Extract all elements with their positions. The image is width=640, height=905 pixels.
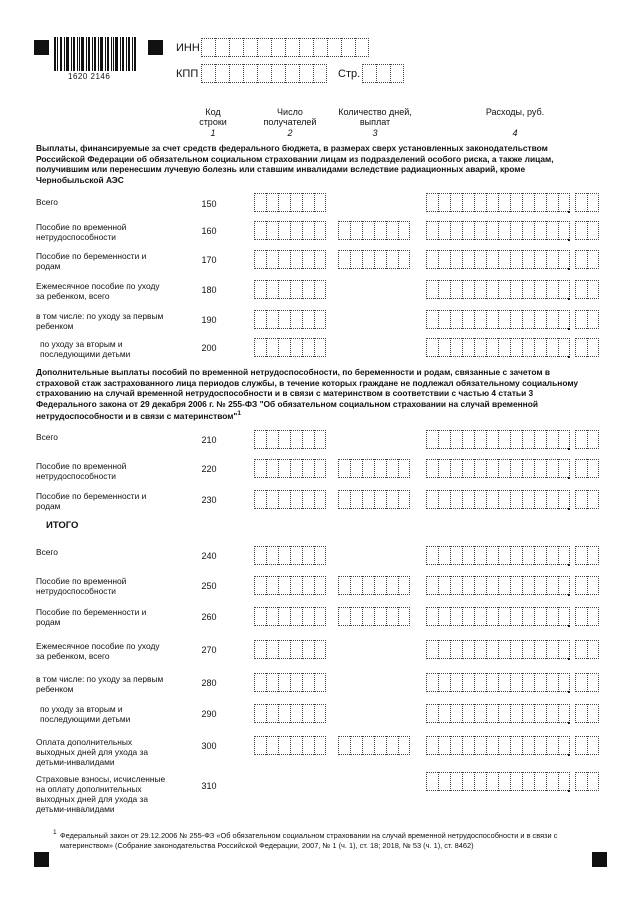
kopecks-field[interactable] (575, 310, 599, 329)
barcode-number: 1620 2146 (68, 72, 111, 81)
footnote-text: Федеральный закон от 29.12.2006 № 255-ФЗ «Об обязательном социальном страховании на случай временной нетрудоспособности и в связи с материнством» (Собрание законодательства Российской Федерации, 2007, № 1 (ч. 1), ст. 18; 2018, № 53 (ч. 1), ст. 8462) (60, 831, 558, 850)
section-federal-budget-title: Выплаты, финансируемые за счет средств федерального бюджета, в размерах сверх установленных законодательством Российской Федерации об обязательном социальном страховании лицам из подразделений особого риска, а также лицам, получившим или перенесшим лучевую болезнь или ставшим инвалидами вследствие радиационных аварий, кроме Чернобыльской АЭС (36, 143, 554, 185)
kopecks-field[interactable] (575, 736, 599, 755)
days-field[interactable] (338, 250, 410, 269)
row-code: 270 (201, 645, 217, 655)
recipients-field[interactable] (254, 736, 326, 755)
expenses-field[interactable] (426, 607, 570, 626)
expenses-field[interactable] (426, 430, 570, 449)
row-code: 250 (201, 581, 217, 591)
row-code: 210 (201, 435, 217, 445)
recipients-field[interactable] (254, 640, 326, 659)
corner-marker-bottom-right (592, 852, 607, 867)
days-field[interactable] (338, 459, 410, 478)
recipients-field[interactable] (254, 607, 326, 626)
days-field[interactable] (338, 490, 410, 509)
expenses-field[interactable] (426, 736, 570, 755)
page-number-field[interactable] (362, 64, 404, 83)
expenses-field[interactable] (426, 673, 570, 692)
kopecks-field[interactable] (575, 193, 599, 212)
row-code: 240 (201, 551, 217, 561)
recipients-field[interactable] (254, 546, 326, 565)
recipients-field[interactable] (254, 490, 326, 509)
recipients-field[interactable] (254, 430, 326, 449)
expenses-field[interactable] (426, 193, 570, 212)
kopecks-field[interactable] (575, 546, 599, 565)
expenses-field[interactable] (426, 576, 570, 595)
recipients-field[interactable] (254, 310, 326, 329)
expenses-field[interactable] (426, 338, 570, 357)
kopecks-field[interactable] (575, 704, 599, 723)
expenses-field[interactable] (426, 280, 570, 299)
kopecks-field[interactable] (575, 607, 599, 626)
row-code: 300 (201, 741, 217, 751)
recipients-field[interactable] (254, 280, 326, 299)
row-code: 220 (201, 464, 217, 474)
column-header-expenses: Расходы, руб. (485, 107, 545, 117)
days-field[interactable] (338, 607, 410, 626)
expenses-field[interactable] (426, 490, 570, 509)
expenses-field[interactable] (426, 640, 570, 659)
barcode (54, 37, 136, 71)
expenses-field[interactable] (426, 221, 570, 240)
corner-marker-top-right (148, 40, 163, 55)
kpp-field[interactable] (201, 64, 327, 83)
row-code: 190 (201, 315, 217, 325)
recipients-field[interactable] (254, 338, 326, 357)
expenses-field[interactable] (426, 772, 570, 791)
page-label: Стр. (338, 68, 361, 80)
recipients-field[interactable] (254, 221, 326, 240)
column-number-recipients: 2 (287, 128, 293, 138)
section-additional-payments-title: Дополнительные выплаты пособий по временной нетрудоспособности, по беременности и родам, связанные с зачетом в страховой стаж застрахованного лица периодов службы, в течение которых граждане не подлежал обязательному социальному страхованию на случай временной нетрудоспособности и в связи с материнством в соответствии с частью 4 статьи 3 Федерального закона от 29 декабря 2006 г. № 255-ФЗ "Об обязательном социальном страховании на случай временной нетрудоспособности и в связи с материнством"$^1$ (36, 367, 579, 421)
row-code: 290 (201, 709, 217, 719)
inn-field[interactable] (201, 38, 369, 57)
row-code: 200 (201, 343, 217, 353)
days-field[interactable] (338, 576, 410, 595)
expenses-field[interactable] (426, 310, 570, 329)
column-number-code: 1 (210, 128, 216, 138)
column-header-code: Код строки (199, 107, 227, 127)
corner-marker-bottom-left (34, 852, 49, 867)
kopecks-field[interactable] (575, 250, 599, 269)
days-field[interactable] (338, 221, 410, 240)
row-code: 310 (201, 781, 217, 791)
kopecks-field[interactable] (575, 576, 599, 595)
kopecks-field[interactable] (575, 673, 599, 692)
recipients-field[interactable] (254, 250, 326, 269)
row-code: 260 (201, 612, 217, 622)
column-number-expenses: 4 (512, 128, 518, 138)
kopecks-field[interactable] (575, 221, 599, 240)
expenses-field[interactable] (426, 250, 570, 269)
kopecks-field[interactable] (575, 772, 599, 791)
column-header-days: Количество дней, выплат (338, 107, 412, 127)
days-field[interactable] (338, 736, 410, 755)
kopecks-field[interactable] (575, 640, 599, 659)
kopecks-field[interactable] (575, 338, 599, 357)
expenses-field[interactable] (426, 704, 570, 723)
expenses-field[interactable] (426, 459, 570, 478)
section-total-title: ИТОГО (46, 520, 79, 531)
inn-label: ИНН (176, 42, 200, 54)
expenses-field[interactable] (426, 546, 570, 565)
row-code: 280 (201, 678, 217, 688)
recipients-field[interactable] (254, 704, 326, 723)
column-header-recipients: Число получателей (263, 107, 317, 127)
footnote-reference: 1 (237, 410, 242, 417)
recipients-field[interactable] (254, 459, 326, 478)
kopecks-field[interactable] (575, 280, 599, 299)
row-code: 170 (201, 255, 217, 265)
recipients-field[interactable] (254, 193, 326, 212)
row-code: 150 (201, 199, 217, 209)
footnote-number: 1 (53, 829, 57, 836)
kopecks-field[interactable] (575, 430, 599, 449)
row-code: 180 (201, 285, 217, 295)
corner-marker-top-left (34, 40, 49, 55)
kopecks-field[interactable] (575, 459, 599, 478)
kopecks-field[interactable] (575, 490, 599, 509)
row-code: 230 (201, 495, 217, 505)
column-number-days: 3 (372, 128, 378, 138)
row-code: 160 (201, 226, 217, 236)
kpp-label: КПП (176, 68, 199, 80)
recipients-field[interactable] (254, 673, 326, 692)
recipients-field[interactable] (254, 576, 326, 595)
